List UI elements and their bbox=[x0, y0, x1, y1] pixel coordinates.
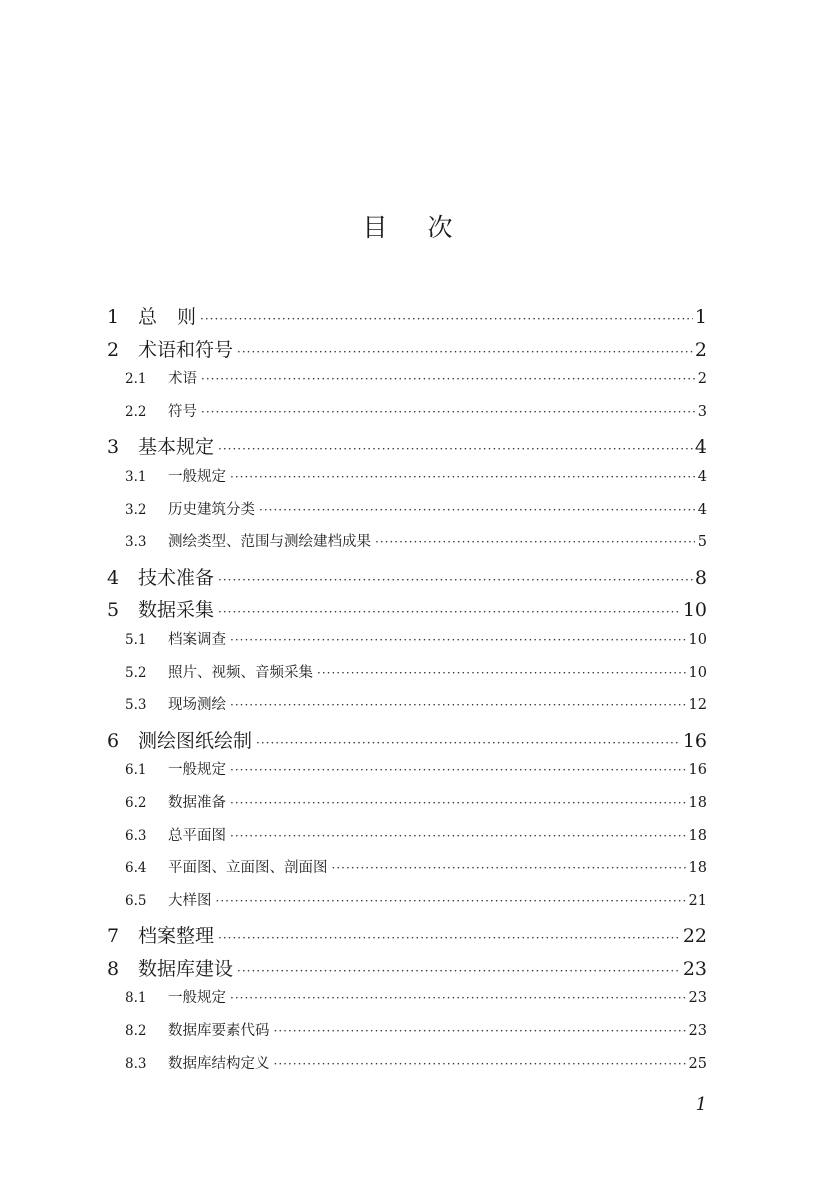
toc-entry-page: 18 bbox=[688, 794, 707, 811]
toc-entry-label: 总 则 bbox=[138, 306, 197, 328]
toc-entry[interactable] bbox=[107, 889, 707, 922]
toc-entry-number: 3 bbox=[107, 436, 120, 459]
toc-entry-number: 2.2 bbox=[125, 403, 147, 420]
toc-entry-label: 总平面图 bbox=[168, 827, 226, 844]
toc-entry-number: 6.3 bbox=[125, 827, 147, 844]
toc-entry-number: 6.2 bbox=[125, 794, 147, 811]
dot-leader bbox=[230, 796, 687, 810]
toc-entry-page: 23 bbox=[682, 957, 707, 980]
toc-entry-number: 5.1 bbox=[125, 631, 147, 648]
toc-entry-label: 数据采集 bbox=[138, 599, 215, 622]
toc-entry-number: 2 bbox=[107, 338, 120, 361]
toc-entry-page: 2 bbox=[694, 338, 707, 361]
toc-entry[interactable] bbox=[107, 758, 707, 791]
toc-entry-page: 16 bbox=[688, 762, 707, 779]
toc-entry-page: 4 bbox=[697, 468, 707, 485]
toc-entry-label: 测绘类型、范围与测绘建档成果 bbox=[168, 534, 371, 551]
toc-entry-number: 8.1 bbox=[125, 990, 147, 1007]
toc-entry[interactable] bbox=[107, 367, 707, 400]
toc-entry[interactable] bbox=[107, 726, 707, 759]
toc-entry-label: 数据库建设 bbox=[138, 957, 234, 980]
toc-entry-number: 3.3 bbox=[125, 534, 147, 551]
toc-entry-label: 档案调查 bbox=[168, 631, 226, 648]
toc-entry-label: 平面图、立面图、剖面图 bbox=[168, 860, 328, 877]
toc-entry-number: 7 bbox=[107, 925, 120, 948]
dot-leader bbox=[237, 345, 693, 359]
toc-entry-number: 3.1 bbox=[125, 468, 147, 485]
toc-entry-label: 术语 bbox=[168, 371, 197, 388]
toc-entry[interactable] bbox=[107, 824, 707, 857]
toc-entry-number: 6.5 bbox=[125, 892, 147, 909]
table-of-contents bbox=[107, 302, 707, 1084]
toc-title-char-1: 目 bbox=[362, 213, 388, 242]
toc-entry-page: 23 bbox=[688, 990, 707, 1007]
toc-entry-number: 5.3 bbox=[125, 697, 147, 714]
toc-entry-number: 6.4 bbox=[125, 860, 147, 877]
toc-entry[interactable] bbox=[107, 465, 707, 498]
toc-entry-page: 4 bbox=[694, 436, 707, 459]
dot-leader bbox=[230, 698, 687, 712]
toc-entry-label: 数据库要素代码 bbox=[168, 1023, 270, 1040]
toc-entry-label: 照片、视频、音频采集 bbox=[168, 664, 313, 681]
toc-entry[interactable] bbox=[107, 791, 707, 824]
dot-leader bbox=[200, 312, 693, 326]
toc-entry-page: 3 bbox=[697, 403, 707, 420]
toc-title-char-2: 次 bbox=[427, 213, 453, 242]
toc-entry-number: 2.1 bbox=[125, 371, 147, 388]
toc-entry[interactable] bbox=[107, 498, 707, 531]
toc-entry-page: 2 bbox=[697, 371, 707, 388]
toc-entry-label: 现场测绘 bbox=[168, 697, 226, 714]
toc-entry-page: 25 bbox=[688, 1055, 707, 1072]
toc-entry[interactable] bbox=[107, 335, 707, 368]
toc-entry[interactable] bbox=[107, 1019, 707, 1052]
toc-entry-number: 8 bbox=[107, 957, 120, 980]
toc-entry-label: 术语和符号 bbox=[138, 338, 234, 361]
toc-entry-number: 8.2 bbox=[125, 1023, 147, 1040]
toc-entry[interactable] bbox=[107, 986, 707, 1019]
toc-entry-label: 技术准备 bbox=[138, 566, 215, 589]
toc-entry[interactable] bbox=[107, 595, 707, 628]
toc-entry[interactable] bbox=[107, 628, 707, 661]
dot-leader bbox=[218, 573, 693, 587]
toc-entry-page: 4 bbox=[697, 501, 707, 518]
toc-entry-label: 一般规定 bbox=[168, 990, 226, 1007]
dot-leader bbox=[218, 442, 693, 456]
dot-leader bbox=[274, 1057, 687, 1071]
toc-entry[interactable] bbox=[107, 302, 707, 335]
toc-entry-number: 5.2 bbox=[125, 664, 147, 681]
dot-leader bbox=[201, 405, 695, 419]
toc-entry-page: 18 bbox=[688, 827, 707, 844]
toc-entry-page: 18 bbox=[688, 860, 707, 877]
dot-leader bbox=[201, 372, 695, 386]
dot-leader bbox=[230, 633, 687, 647]
dot-leader bbox=[230, 470, 695, 484]
toc-entry-page: 16 bbox=[682, 729, 707, 752]
toc-entry[interactable] bbox=[107, 400, 707, 433]
toc-entry[interactable] bbox=[107, 530, 707, 563]
toc-entry-label: 一般规定 bbox=[168, 468, 226, 485]
dot-leader bbox=[237, 964, 681, 978]
toc-entry[interactable] bbox=[107, 954, 707, 987]
toc-entry-label: 大样图 bbox=[168, 892, 212, 909]
dot-leader bbox=[259, 503, 695, 517]
page-number: 1 bbox=[695, 1094, 707, 1115]
toc-entry-page: 21 bbox=[688, 892, 707, 909]
toc-title bbox=[0, 208, 815, 248]
toc-entry-label: 数据准备 bbox=[168, 794, 226, 811]
toc-entry-page: 10 bbox=[688, 631, 707, 648]
toc-entry-page: 8 bbox=[694, 566, 707, 589]
dot-leader bbox=[375, 535, 695, 549]
dot-leader bbox=[230, 763, 687, 777]
toc-entry-number: 3.2 bbox=[125, 501, 147, 518]
dot-leader bbox=[230, 829, 687, 843]
toc-entry[interactable] bbox=[107, 921, 707, 954]
dot-leader bbox=[274, 1024, 687, 1038]
toc-entry-page: 10 bbox=[682, 599, 707, 622]
toc-entry[interactable] bbox=[107, 693, 707, 726]
toc-entry-number: 6 bbox=[107, 729, 120, 752]
toc-entry-label: 档案整理 bbox=[138, 925, 215, 948]
toc-entry-page: 23 bbox=[688, 1023, 707, 1040]
toc-entry[interactable] bbox=[107, 1052, 707, 1085]
toc-entry[interactable] bbox=[107, 661, 707, 694]
toc-entry-page: 1 bbox=[694, 306, 707, 328]
toc-entry-page: 5 bbox=[697, 534, 707, 551]
dot-leader bbox=[230, 991, 687, 1005]
toc-entry-label: 测绘图纸绘制 bbox=[138, 729, 253, 752]
toc-entry-number: 1 bbox=[107, 306, 120, 328]
dot-leader bbox=[256, 736, 681, 750]
toc-entry-label: 数据库结构定义 bbox=[168, 1055, 270, 1072]
toc-entry-number: 4 bbox=[107, 566, 120, 589]
dot-leader bbox=[218, 931, 681, 945]
toc-entry-label: 历史建筑分类 bbox=[168, 501, 255, 518]
toc-entry-page: 22 bbox=[682, 925, 707, 948]
toc-entry-label: 符号 bbox=[168, 403, 197, 420]
toc-entry-label: 基本规定 bbox=[138, 436, 215, 459]
dot-leader bbox=[332, 861, 687, 875]
toc-entry-number: 5 bbox=[107, 599, 120, 622]
toc-entry-number: 6.1 bbox=[125, 762, 147, 779]
toc-entry[interactable] bbox=[107, 563, 707, 596]
toc-entry-page: 12 bbox=[688, 697, 707, 714]
toc-entry-page: 10 bbox=[688, 664, 707, 681]
toc-entry[interactable] bbox=[107, 856, 707, 889]
dot-leader bbox=[216, 894, 687, 908]
toc-entry-label: 一般规定 bbox=[168, 762, 226, 779]
toc-entry[interactable] bbox=[107, 432, 707, 465]
toc-entry-number: 8.3 bbox=[125, 1055, 147, 1072]
dot-leader bbox=[317, 666, 687, 680]
dot-leader bbox=[218, 605, 681, 619]
